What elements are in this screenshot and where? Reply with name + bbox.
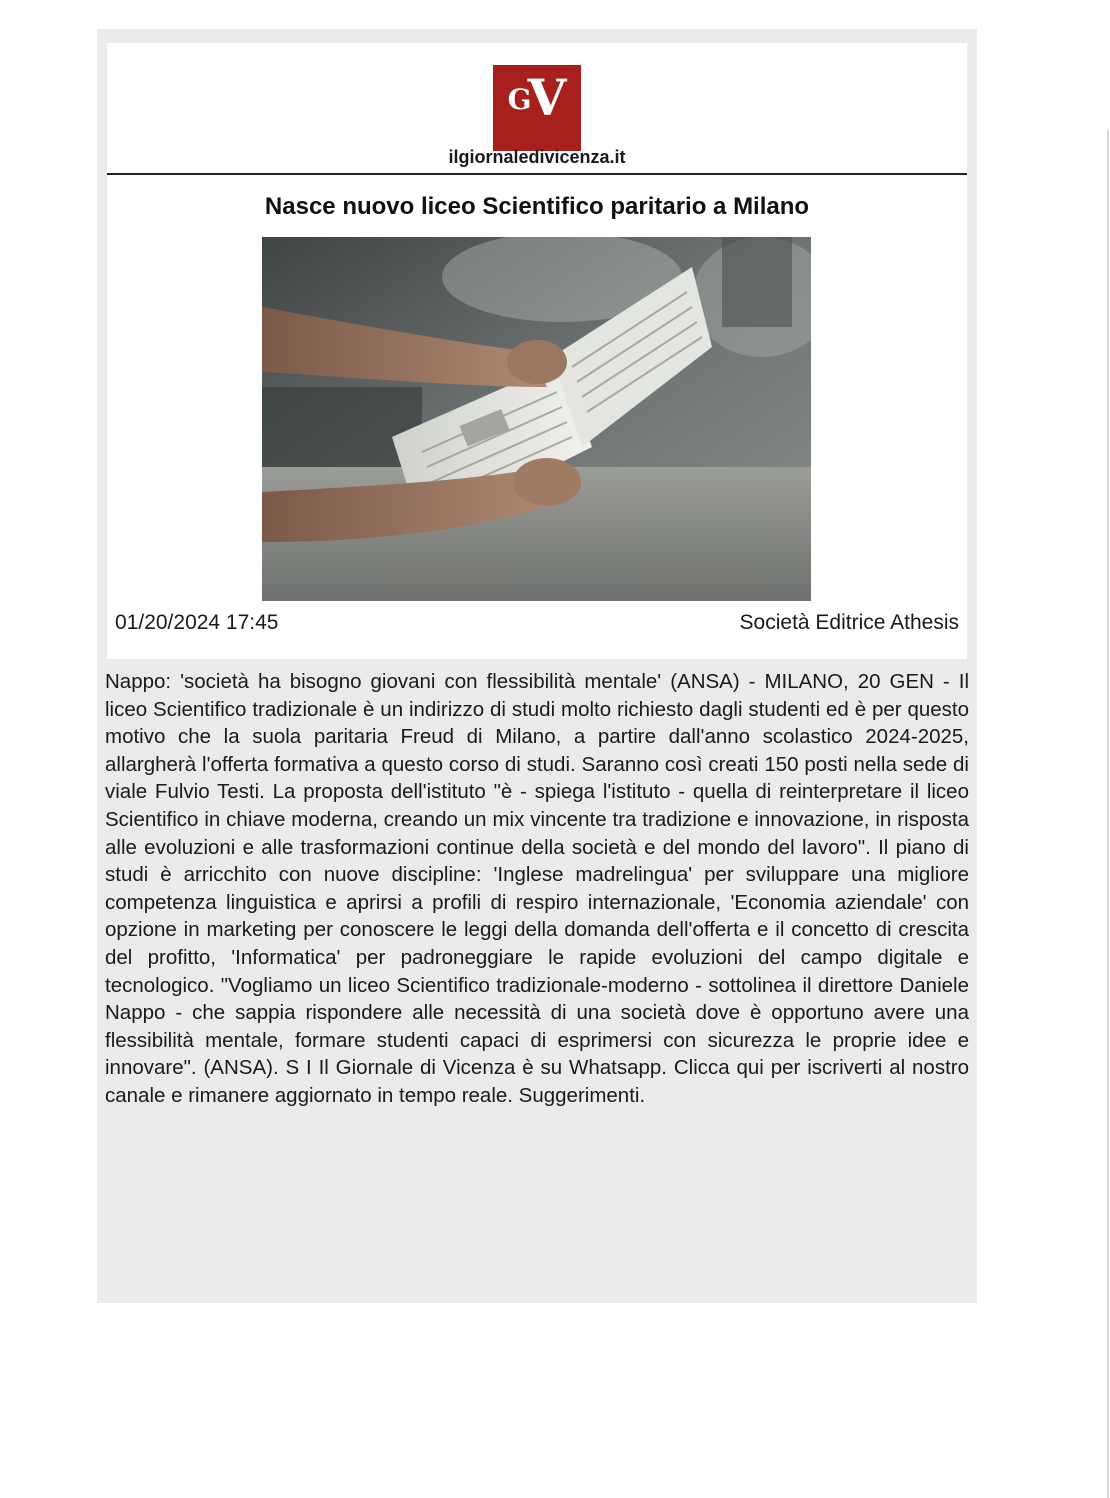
article-headline: Nasce nuovo liceo Scientifico paritario a Milano [264, 193, 810, 220]
publisher-name: Società Editrice Athesis [739, 611, 959, 634]
article-photo [262, 237, 811, 601]
logo-letters: GV [507, 68, 567, 127]
page-edge-line [1107, 130, 1109, 1498]
clipping-sheet [97, 29, 977, 1303]
site-name[interactable]: ilgiornaledivicenza.it [448, 147, 626, 167]
masthead-divider [107, 173, 967, 175]
article-header-card [107, 43, 967, 659]
article-body: Nappo: 'società ha bisogno giovani con flessibilità mentale' (ANSA) - MILANO, 20 GEN - Il liceo Scientifico tradizionale è un indirizzo di studi molto richiesto dagli studenti ed è per questo motivo che la suola paritaria Freud di Milano, a partire dall'anno scolastico 2024-2025, allargherà l'offerta formativa a questo corso di studi. Saranno così creati 150 posti nella sede di viale Fulvio Testi. La proposta dell'istituto "è - spiega l'istituto - quella di reinterpretare il liceo Scientifico in chiave moderna, creando un mix vincente tra tradizione e innovazione, in risposta alle evoluzioni e alle trasformazioni continue della società e del mondo del lavoro". Il piano di studi è arricchito con nuove discipline: 'Inglese madrelingua' per sviluppare una migliore competenza linguistica e aprirsi a profili di respiro internazionale, 'Economia aziendale' con opzione in marketing per conoscere le leggi della domanda dell'offerta e il concetto di crescita del profitto, 'Informatica' per padroneggiare le rapide evoluzioni del campo digitale e tecnologico. "Vogliamo un liceo Scientifico tradizionale-moderno - sottolinea il direttore Daniele Nappo - che sappia rispondere alle necessità di una società dove è opportuno avere una flessibilità mentale, formare studenti capaci di esprimersi con sicurezza le proprie idee e innovare". (ANSA). S I Il Giornale di Vicenza è su Whatsapp. Clicca qui per iscriverti al nostro canale e rimanere aggiornato in tempo reale. Suggerimenti. [105, 670, 969, 1107]
publish-datetime: 01/20/2024 17:45 [115, 611, 279, 634]
newspaper-reading-illustration [262, 237, 811, 601]
site-logo[interactable] [493, 65, 581, 151]
